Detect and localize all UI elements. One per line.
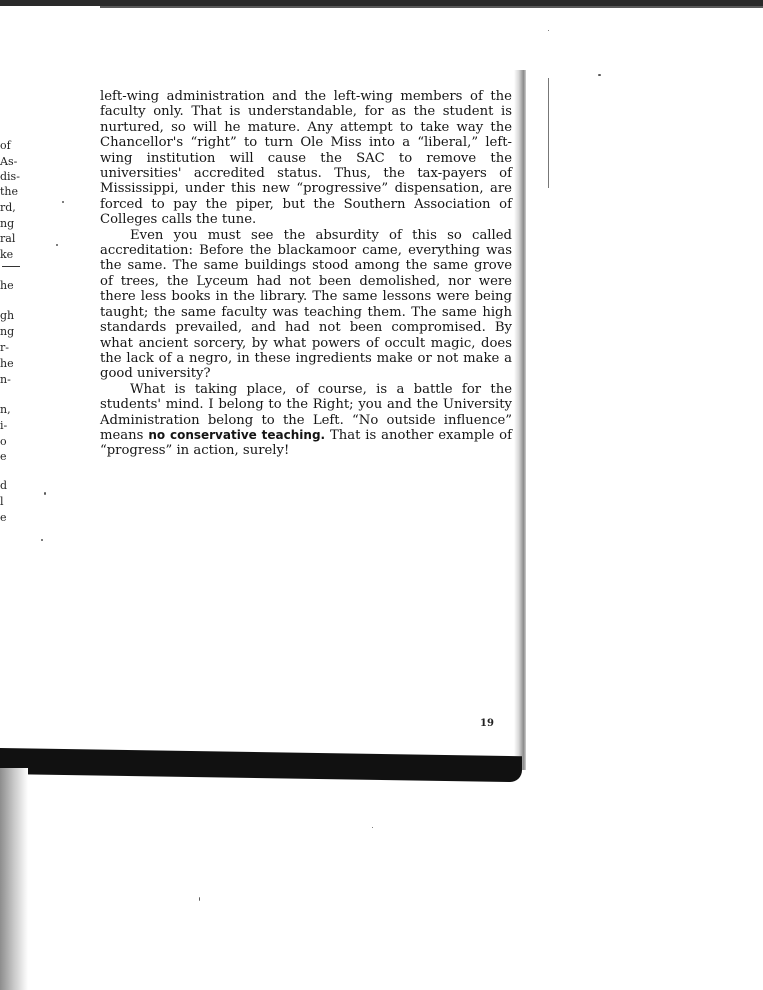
margin-fragment: e: [0, 450, 7, 463]
margin-fragment: dis-: [0, 170, 20, 183]
margin-fragment: i-: [0, 419, 8, 432]
margin-fragment: the: [0, 185, 19, 198]
margin-fragment: of: [0, 139, 11, 152]
page-right-edge-shadow: [514, 70, 526, 770]
top-shadow-edge: [100, 6, 763, 8]
margin-rule: [2, 266, 20, 267]
speck: [41, 539, 43, 541]
paragraph-text: Even you must see the absurdity of this so called accreditation: Before the blackamoor came, everything was the same. The same buildings stood among the same grove of trees, the Lyceum had not been demolished, nor were there less books in the library. The same lessons were being taught; the same faculty was teaching them. The same high standards prevailed, and had not been compromised. By what ancient sorcery, by what powers of occult magic, does the lack of a negro, in these ingredients make or not make a good university?: [100, 227, 512, 382]
margin-fragment: he: [0, 357, 14, 370]
margin-fragment: ke: [0, 248, 14, 261]
margin-fragment: n-: [0, 373, 11, 386]
page-number: 19: [480, 718, 494, 729]
margin-fragment: ng: [0, 325, 15, 338]
speck: [56, 244, 58, 246]
paragraph: [100, 382, 512, 459]
margin-fragment: l: [0, 495, 4, 508]
paragraph: [100, 228, 512, 382]
paragraph-text: left-wing administration and the left-wing members of the faculty only. That is understandable, for as the student is nurtured, so will he mature. Any attempt to take way the Chancellor's “right” to turn Ole Miss into a “liberal,” left-wing institution will cause the SAC to remove the universities' accredited status. Thus, the tax-payers of Mississippi, under this new “progressive” dispensation, are forced to pay the piper, but the Southern Association of Colleges calls the tune.: [100, 89, 512, 228]
margin-fragment: gh: [0, 309, 15, 322]
paragraph: [100, 89, 512, 228]
bold-emphasis: no conservative teaching.: [148, 427, 326, 442]
speck: [372, 827, 373, 828]
page-bottom-edge-shadow: [0, 748, 522, 782]
margin-fragment: r-: [0, 341, 9, 354]
margin-fragment: n,: [0, 403, 11, 416]
margin-fragment: As-: [0, 155, 18, 168]
speck: [598, 74, 601, 76]
speck: [44, 492, 46, 495]
page-left-edge-shadow: [0, 768, 28, 990]
speck: [199, 897, 200, 901]
margin-fragment: e: [0, 511, 7, 524]
margin-fragment: he: [0, 279, 14, 292]
margin-fragment: rd,: [0, 201, 16, 214]
margin-fragment: ng: [0, 217, 15, 230]
page-crease-line: [548, 78, 549, 188]
margin-fragment: o: [0, 435, 7, 448]
margin-fragment: ral: [0, 232, 16, 245]
margin-fragment: d: [0, 479, 8, 492]
body-text: [100, 89, 512, 459]
speck: [62, 201, 64, 203]
speck: [548, 30, 549, 31]
paragraph-text: That is another example of “progress” in action, surely!: [100, 427, 512, 459]
paragraph-text: What is taking place, of course, is a battle for the students' mind. I belong to the Right; you and the University Administration belong to the Left. “No outside influence” means: [100, 381, 512, 443]
